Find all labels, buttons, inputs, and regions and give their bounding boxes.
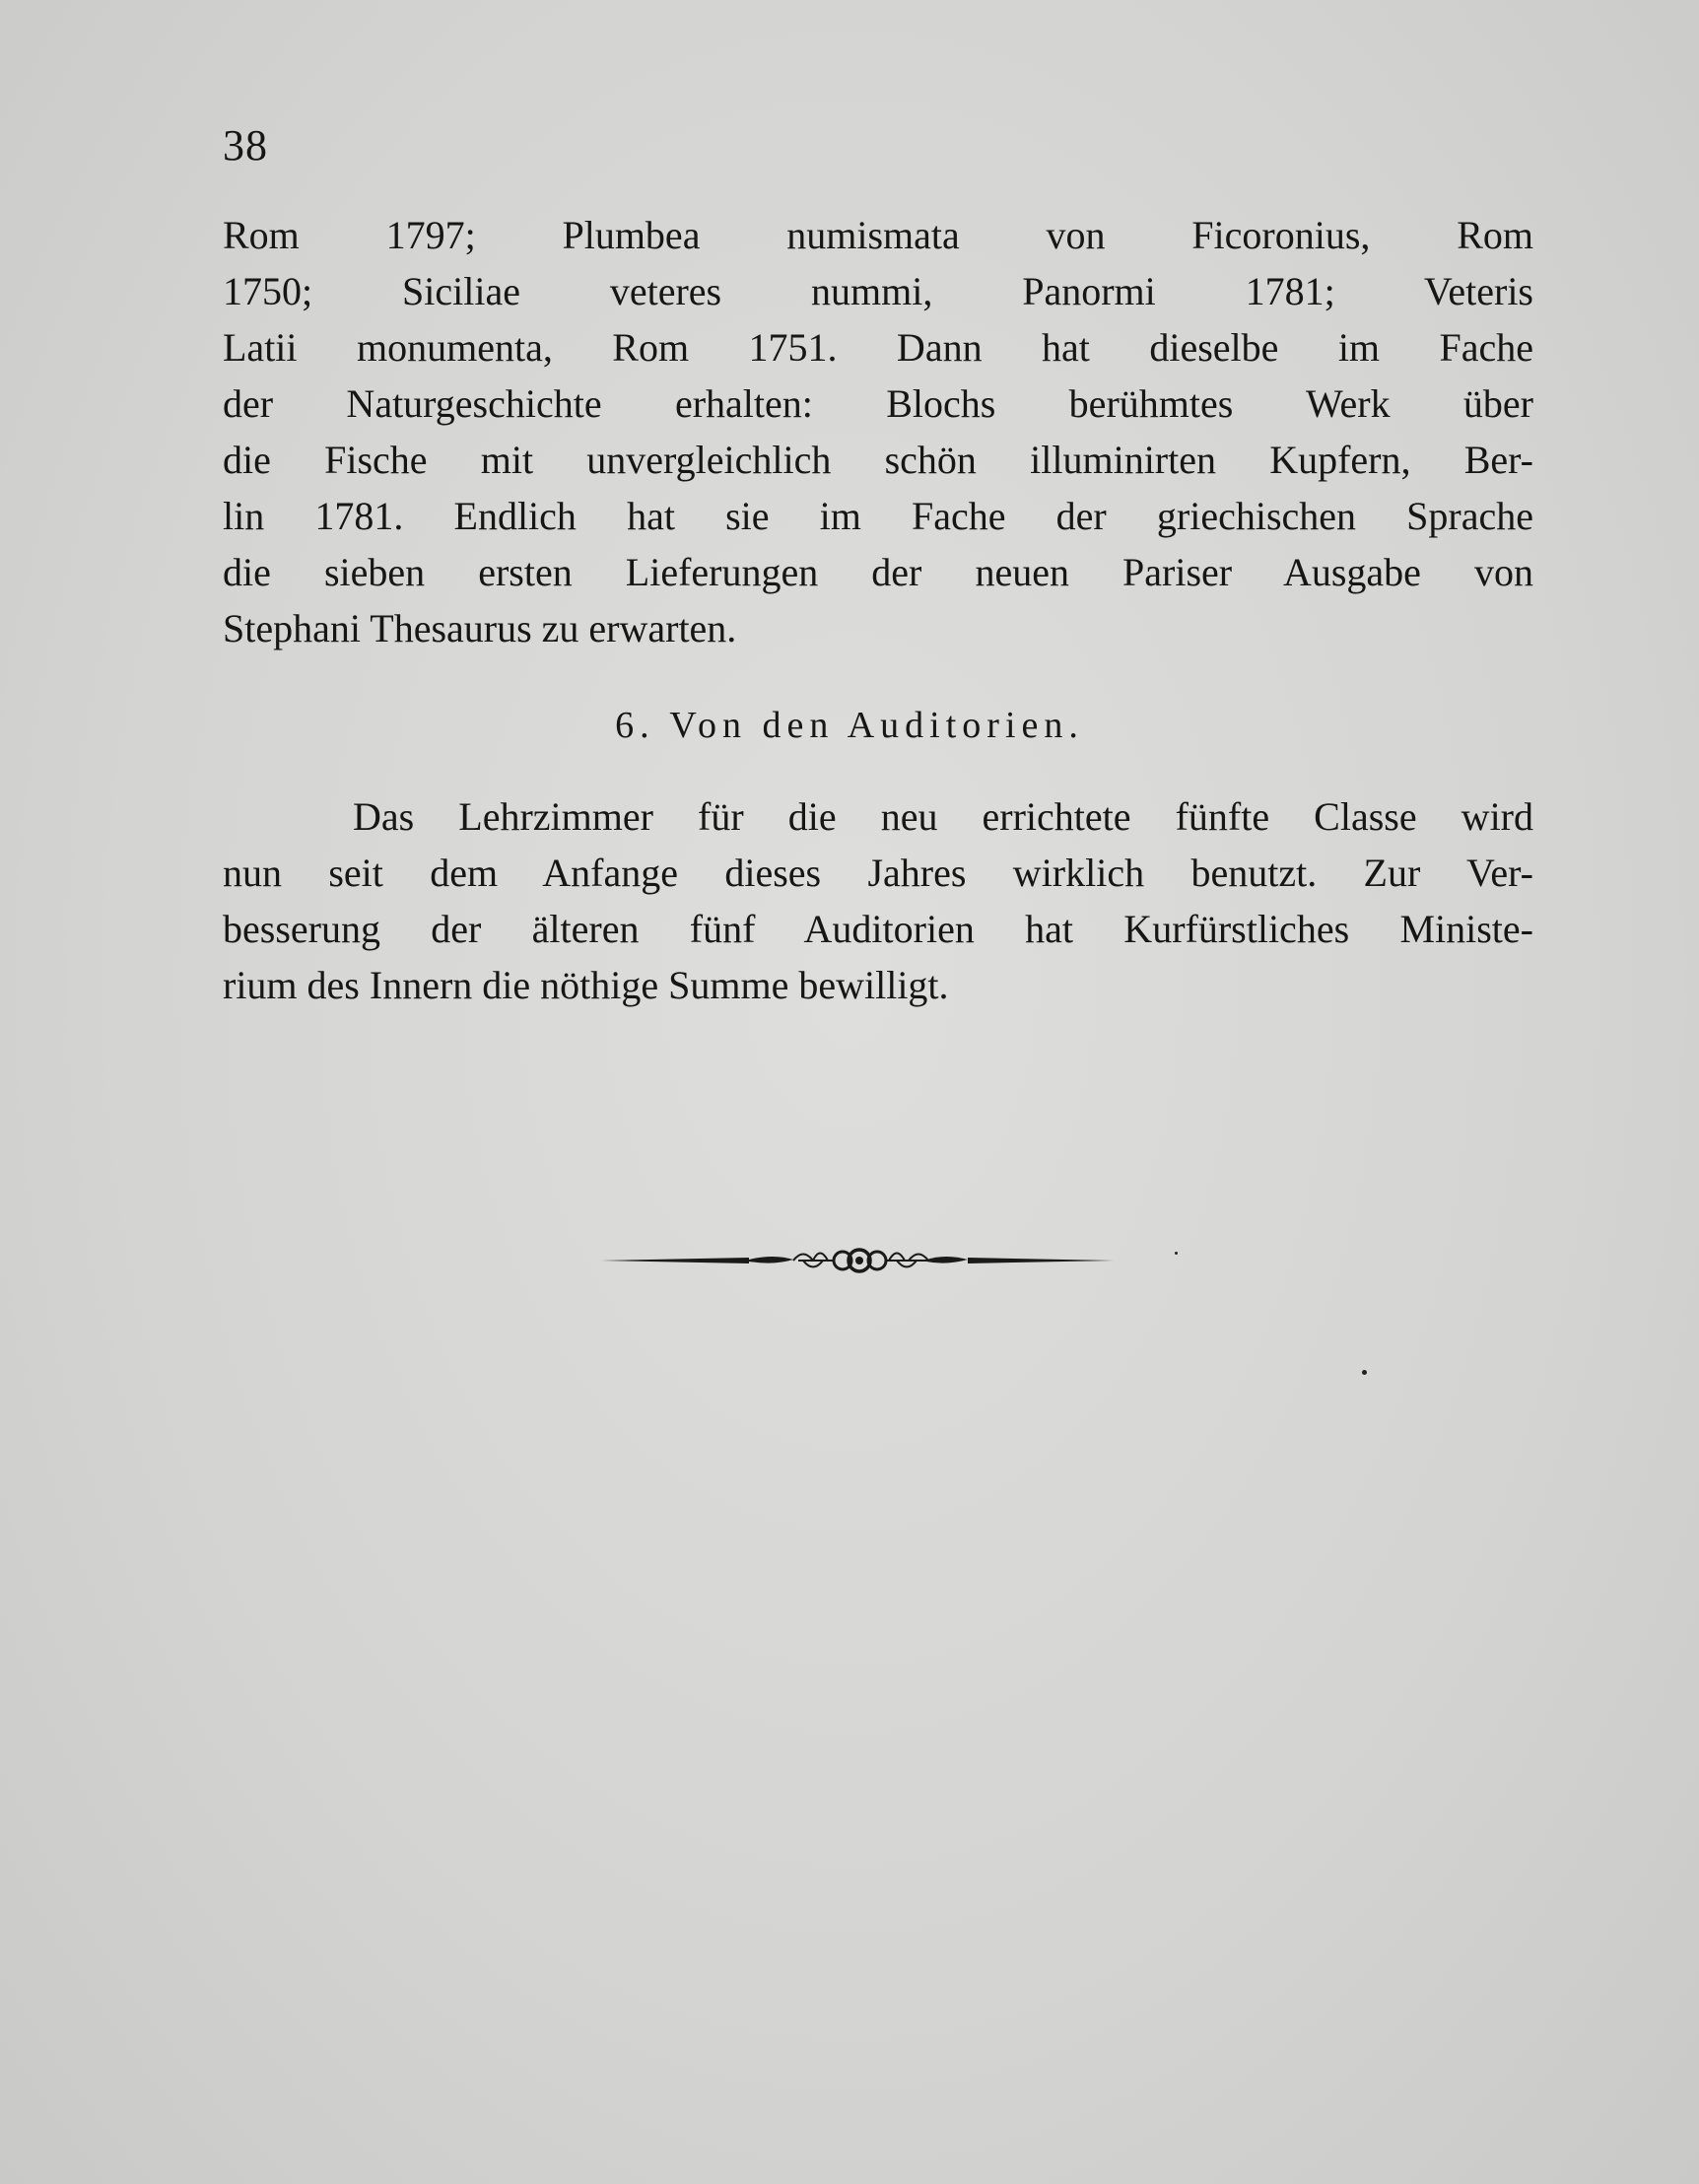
paragraph-auditoriums	[223, 788, 1533, 1013]
section-heading: 6. Von den Auditorien.	[615, 705, 1084, 746]
show-through-text	[222, 1173, 1542, 1228]
text-line: lin 1781. Endlich hat sie im Fache der griechischen Sprache	[223, 494, 1533, 538]
text-line: der Naturgeschichte erhalten: Blochs berühmtes Werk über	[223, 381, 1533, 426]
text-line: nun seit dem Anfange dieses Jahres wirklich benutzt. Zur Ver-	[223, 851, 1533, 895]
paragraph-library-acquisitions	[223, 207, 1533, 656]
page-number: 38	[223, 121, 268, 170]
text-line: Das Lehrzimmer für die neu errichtete fünfte Classe wird	[353, 794, 1533, 839]
text-line: Rom 1797; Plumbea numismata von Ficoronius, Rom	[223, 213, 1533, 257]
text-line: die sieben ersten Lieferungen der neuen Pariser Ausgabe von	[223, 550, 1533, 594]
text-line: rium des Innern die nöthige Summe bewilligt.	[223, 963, 949, 1007]
text-line: 1750; Siciliae veteres nummi, Panormi 1781; Veteris	[223, 269, 1533, 313]
leaf-scroll-ornament-icon	[601, 1236, 1114, 1285]
ink-speck	[1175, 1252, 1178, 1255]
text-line: besserung der älteren fünf Auditorien hat Kurfürstliches Ministe-	[223, 907, 1533, 951]
ink-speck	[1362, 1370, 1367, 1375]
text-line: Latii monumenta, Rom 1751. Dann hat dieselbe im Fache	[223, 325, 1533, 370]
text-line: Stephani Thesaurus zu erwarten.	[223, 606, 737, 650]
text-line: die Fische mit unvergleichlich schön illuminirten Kupfern, Ber-	[223, 438, 1533, 482]
